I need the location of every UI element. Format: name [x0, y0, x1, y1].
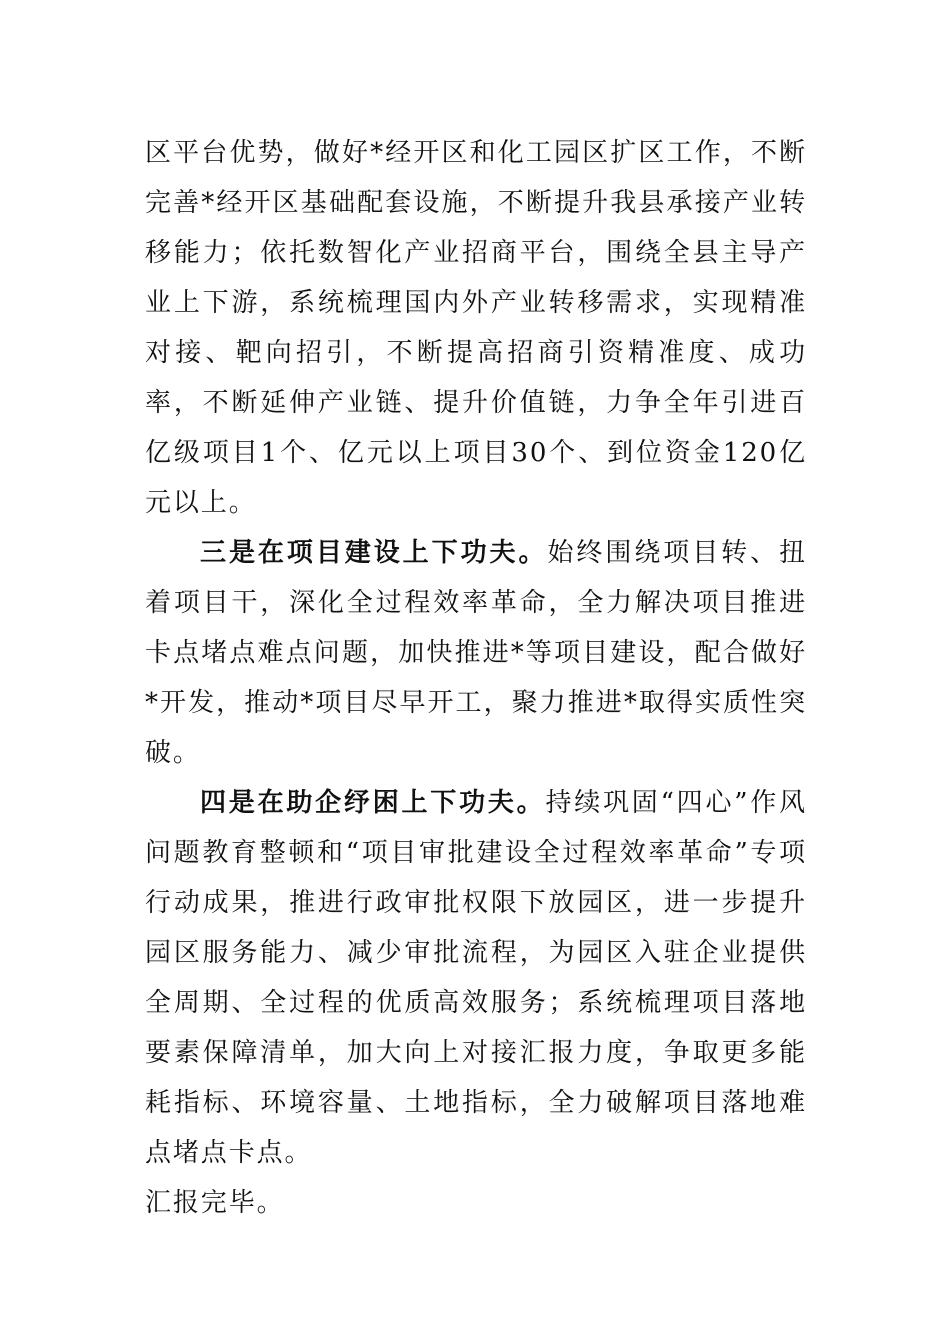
- paragraph-text: 始终围绕项目转、扭着项目干，深化全过程效率革命，全力解决项目推进卡点堵点难点问题，加快推进*等项目建设，配合做好*开发，推动*项目尽早开工，聚力推进*取得实质性突破。: [145, 538, 807, 768]
- paragraph-text: 区平台优势，做好*经开区和化工园区扩区工作，不断完善*经开区基础配套设施，不断提升我县承接产业转移能力；依托数智化产业招商平台，围绕全县主导产业上下游，系统梳理国内外产业转移需求，实现精准对接、靶向招引，不断提高招商引资精准度、成功率，不断延伸产业链、提升价值链，力争全年引进百亿级项目1个、亿元以上项目30个、到位资金120亿元以上。: [145, 138, 807, 518]
- paragraph-text: 持续巩固“四心”作风问题教育整顿和“项目审批建设全过程效率革命”专项行动成果，推进行政审批权限下放园区，进一步提升园区服务能力、减少审批流程，为园区入驻企业提供全周期、全过程的优质高效服务；系统梳理项目落地要素保障清单，加大向上对接汇报力度，争取更多能耗指标、环境容量、土地指标，全力破解项目落地难点堵点卡点。: [145, 788, 807, 1168]
- paragraph-heading: 四是在助企纾困上下功夫。: [200, 788, 546, 818]
- paragraph-project-construction: [145, 528, 807, 778]
- paragraph-heading: 三是在项目建设上下功夫。: [200, 538, 548, 568]
- paragraph-continuation: [145, 128, 807, 528]
- paragraph-enterprise-relief: [145, 778, 807, 1178]
- document-body: [145, 128, 807, 1228]
- closing-line: 汇报完毕。: [145, 1188, 285, 1218]
